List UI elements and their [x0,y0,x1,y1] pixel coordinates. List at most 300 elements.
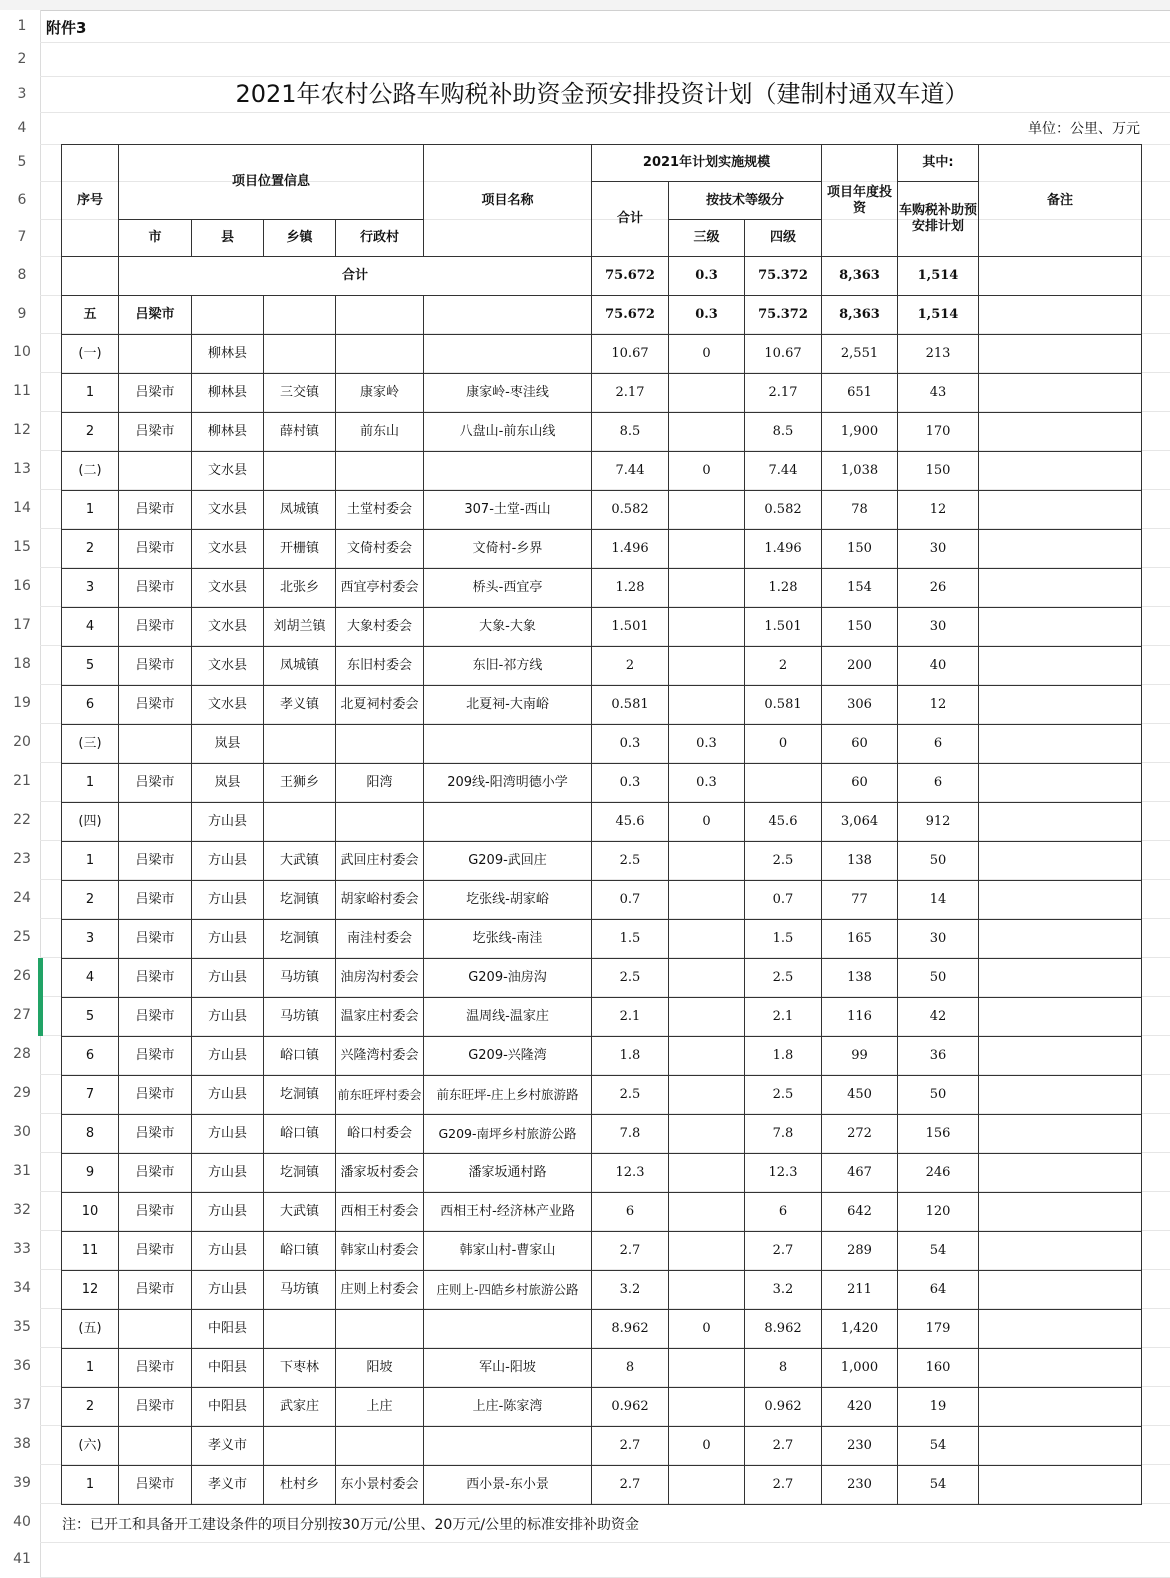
total-sum: 75.672 [592,257,669,296]
column-header-bar[interactable] [0,0,1170,11]
row-number[interactable]: 23 [13,851,31,867]
cell-city: 吕梁市 [119,920,192,959]
cell-village: 韩家山村委会 [336,1232,424,1271]
cell-total: 6 [592,1193,669,1232]
cell-subsidy: 246 [898,1154,979,1193]
cell-village: 前东旺坪村委会 [336,1076,424,1115]
cell-county: 孝义市 [192,1427,264,1466]
table-row [62,686,1142,725]
cell-county: 方山县 [192,842,264,881]
cell-g3 [669,842,745,881]
row-number[interactable]: 10 [13,344,31,360]
cell-name: 307-土堂-西山 [424,491,592,530]
table-row [62,452,1142,491]
cell-town: 武家庄 [264,1388,336,1427]
cell-subsidy: 50 [898,842,979,881]
cell-invest: 1,000 [822,1349,898,1388]
row-number[interactable]: 41 [13,1551,31,1567]
cell-town: 马坊镇 [264,998,336,1037]
cell-total: 1.8 [592,1037,669,1076]
cell-invest: 467 [822,1154,898,1193]
cell-g3: 0 [669,1427,745,1466]
row-number[interactable]: 9 [17,306,27,322]
row-number[interactable]: 35 [13,1319,31,1335]
cell-city: 吕梁市 [119,1349,192,1388]
cell-village: 胡家峪村委会 [336,881,424,920]
cell-town: 薛村镇 [264,413,336,452]
cell-total: 2.7 [592,1466,669,1505]
cell-village: 土堂村委会 [336,491,424,530]
cell-invest: 306 [822,686,898,725]
table-row [62,920,1142,959]
cell-city: 吕梁市 [119,413,192,452]
cell-village [336,1427,424,1466]
cell-invest: 272 [822,1115,898,1154]
cell-g4: 1.501 [745,608,822,647]
cell-city: 吕梁市 [119,374,192,413]
cell-subsidy: 30 [898,920,979,959]
row-number[interactable]: 16 [13,578,31,594]
cell-subsidy: 912 [898,803,979,842]
cell-g4: 75.372 [745,296,822,335]
cell-g4: 8.5 [745,413,822,452]
cell-town [264,725,336,764]
cell-seq: 1 [62,491,119,530]
cell-city: 吕梁市 [119,647,192,686]
cell-subsidy: 160 [898,1349,979,1388]
cell-invest: 154 [822,569,898,608]
table-row [62,764,1142,803]
cell-town: 三交镇 [264,374,336,413]
cell-county: 中阳县 [192,1349,264,1388]
cell-village: 温家庄村委会 [336,998,424,1037]
cell-total: 8 [592,1349,669,1388]
footnote: 注：已开工和具备开工建设条件的项目分别按30万元/公里、20万元/公里的标准安排补助资金 [62,1517,640,1533]
cell-remark [979,1388,1142,1427]
cell-total: 1.496 [592,530,669,569]
cell-city: 吕梁市 [119,1154,192,1193]
cell-seq: 5 [62,998,119,1037]
cell-invest: 150 [822,608,898,647]
cell-subsidy: 54 [898,1232,979,1271]
row-number[interactable]: 2 [17,51,27,67]
cell-g4: 45.6 [745,803,822,842]
cell-city: 吕梁市 [119,608,192,647]
row-number[interactable]: 27 [13,1007,31,1023]
cell-town: 杜村乡 [264,1466,336,1505]
cell-remark [979,1154,1142,1193]
cell-invest: 77 [822,881,898,920]
cell-remark [979,530,1142,569]
table-row [62,647,1142,686]
total-seq-cell [62,257,119,296]
cell-city: 吕梁市 [119,296,192,335]
cell-name: 北夏祠-大南峪 [424,686,592,725]
cell-village: 阳湾 [336,764,424,803]
row-number[interactable]: 20 [13,734,31,750]
cell-g4: 0.582 [745,491,822,530]
row-number[interactable]: 5 [17,154,27,170]
row-number[interactable]: 40 [13,1514,31,1530]
cell-county: 方山县 [192,1115,264,1154]
cell-remark [979,881,1142,920]
cell-town: 峪口镇 [264,1037,336,1076]
cell-name: 八盘山-前东山线 [424,413,592,452]
cell-subsidy: 213 [898,335,979,374]
cell-village [336,803,424,842]
cell-seq: (一) [62,335,119,374]
total-row [62,257,1142,296]
cell-subsidy: 156 [898,1115,979,1154]
cell-total: 1.5 [592,920,669,959]
investment-plan-table [61,144,1142,1505]
table-row [62,530,1142,569]
cell-name: 前东旺坪-庄上乡村旅游路 [424,1076,592,1115]
cell-name [424,296,592,335]
cell-invest: 651 [822,374,898,413]
cell-city: 吕梁市 [119,491,192,530]
cell-name [424,725,592,764]
cell-county: 文水县 [192,686,264,725]
unit-label: 单位：公里、万元 [1028,121,1140,137]
cell-subsidy: 50 [898,959,979,998]
row-number[interactable]: 7 [17,229,27,245]
cell-total: 0.3 [592,725,669,764]
cell-total: 10.67 [592,335,669,374]
cell-subsidy: 30 [898,608,979,647]
table-row [62,1193,1142,1232]
cell-remark [979,1115,1142,1154]
cell-seq: 2 [62,413,119,452]
cell-invest: 60 [822,764,898,803]
cell-total: 2.5 [592,842,669,881]
cell-remark [979,608,1142,647]
cell-city: 吕梁市 [119,1115,192,1154]
cell-subsidy: 1,514 [898,296,979,335]
cell-subsidy: 42 [898,998,979,1037]
total-remark [979,257,1142,296]
cell-town: 圪洞镇 [264,920,336,959]
gridline [40,1542,1170,1543]
cell-county [192,296,264,335]
cell-name: 西小景-东小景 [424,1466,592,1505]
cell-county: 方山县 [192,1232,264,1271]
row-number[interactable]: 31 [13,1163,31,1179]
table-row [62,725,1142,764]
table-row [62,569,1142,608]
cell-village: 上庄 [336,1388,424,1427]
row-number[interactable]: 36 [13,1358,31,1374]
table-row [62,1037,1142,1076]
row-number[interactable]: 38 [13,1436,31,1452]
cell-county: 方山县 [192,1037,264,1076]
cell-g3 [669,1349,745,1388]
cell-village: 前东山 [336,413,424,452]
cell-city [119,725,192,764]
cell-subsidy: 40 [898,647,979,686]
cell-village: 潘家坂村委会 [336,1154,424,1193]
gridline [40,42,1170,43]
table-row [62,998,1142,1037]
cell-subsidy: 14 [898,881,979,920]
attachment-label: 附件3 [46,19,87,37]
row-number[interactable]: 33 [13,1241,31,1257]
cell-county: 方山县 [192,998,264,1037]
header-remarks: 备注 [979,145,1142,257]
row-number[interactable]: 13 [13,461,31,477]
cell-remark [979,1466,1142,1505]
page-title: 2021年农村公路车购税补助资金预安排投资计划（建制村通双车道） [235,80,969,108]
cell-town: 大武镇 [264,1193,336,1232]
cell-remark [979,959,1142,998]
row-number[interactable]: 37 [13,1397,31,1413]
cell-name: 温周线-温家庄 [424,998,592,1037]
cell-subsidy: 19 [898,1388,979,1427]
cell-county: 柳林县 [192,413,264,452]
cell-g3 [669,413,745,452]
cell-g4: 1.8 [745,1037,822,1076]
cell-remark [979,1232,1142,1271]
row-number[interactable]: 25 [13,929,31,945]
cell-county: 文水县 [192,647,264,686]
cell-village: 油房沟村委会 [336,959,424,998]
cell-county: 方山县 [192,881,264,920]
gridline [40,112,1170,113]
cell-village: 兴隆湾村委会 [336,1037,424,1076]
row-number[interactable]: 28 [13,1046,31,1062]
cell-town [264,1427,336,1466]
cell-town [264,803,336,842]
cell-invest: 138 [822,959,898,998]
total-investment: 8,363 [822,257,898,296]
cell-village [336,335,424,374]
row-number[interactable]: 14 [13,500,31,516]
row-number[interactable]: 17 [13,617,31,633]
cell-village [336,725,424,764]
cell-g3 [669,1193,745,1232]
row-number[interactable]: 6 [17,192,27,208]
cell-town: 孝义镇 [264,686,336,725]
row-number[interactable]: 26 [13,968,31,984]
table-row [62,1349,1142,1388]
table-row [62,491,1142,530]
row-number[interactable]: 8 [17,267,27,283]
cell-subsidy: 12 [898,491,979,530]
cell-g3: 0.3 [669,296,745,335]
cell-total: 7.8 [592,1115,669,1154]
total-grade4: 75.372 [745,257,822,296]
cell-remark [979,998,1142,1037]
cell-name: 西相王村-经济林产业路 [424,1193,592,1232]
cell-remark [979,647,1142,686]
table-row [62,1115,1142,1154]
cell-seq: 2 [62,881,119,920]
row-number[interactable]: 11 [13,383,31,399]
cell-total: 2.7 [592,1232,669,1271]
cell-county: 柳林县 [192,335,264,374]
cell-total: 0.962 [592,1388,669,1427]
cell-subsidy: 64 [898,1271,979,1310]
table-row [62,881,1142,920]
cell-city: 吕梁市 [119,998,192,1037]
cell-total: 1.501 [592,608,669,647]
cell-remark [979,842,1142,881]
cell-county: 柳林县 [192,374,264,413]
cell-g4 [745,764,822,803]
cell-g3 [669,491,745,530]
cell-village: 文倚村委会 [336,530,424,569]
cell-g4: 2.7 [745,1232,822,1271]
cell-town: 凤城镇 [264,491,336,530]
cell-remark [979,725,1142,764]
cell-village [336,296,424,335]
table-row [62,1232,1142,1271]
cell-city: 吕梁市 [119,1076,192,1115]
cell-g4: 0.7 [745,881,822,920]
cell-seq: 1 [62,842,119,881]
cell-county: 方山县 [192,920,264,959]
cell-village [336,1310,424,1349]
row-number[interactable]: 34 [13,1280,31,1296]
cell-g3: 0.3 [669,725,745,764]
cell-total: 0.582 [592,491,669,530]
row-number[interactable]: 30 [13,1124,31,1140]
cell-name: 潘家坂通村路 [424,1154,592,1193]
cell-town: 王狮乡 [264,764,336,803]
cell-county: 文水县 [192,569,264,608]
table-row [62,1466,1142,1505]
cell-name [424,803,592,842]
cell-town [264,452,336,491]
cell-invest: 3,064 [822,803,898,842]
cell-town: 马坊镇 [264,1271,336,1310]
row-number[interactable]: 12 [13,422,31,438]
cell-remark [979,413,1142,452]
cell-g4: 2.7 [745,1466,822,1505]
cell-invest: 1,038 [822,452,898,491]
cell-town [264,1310,336,1349]
cell-county: 岚县 [192,725,264,764]
header-total: 合计 [592,182,669,257]
cell-remark [979,569,1142,608]
cell-g4: 12.3 [745,1154,822,1193]
header-grade4: 四级 [745,220,822,257]
table-row [62,335,1142,374]
cell-town: 圪洞镇 [264,1076,336,1115]
cell-village: 武回庄村委会 [336,842,424,881]
cell-county: 方山县 [192,1193,264,1232]
cell-village: 峪口村委会 [336,1115,424,1154]
cell-g3 [669,647,745,686]
cell-village [336,452,424,491]
cell-village: 庄则上村委会 [336,1271,424,1310]
cell-g3 [669,1037,745,1076]
cell-city [119,803,192,842]
cell-g4: 2.5 [745,1076,822,1115]
row-number[interactable]: 21 [13,773,31,789]
cell-invest: 138 [822,842,898,881]
cell-seq: 6 [62,1037,119,1076]
cell-total: 45.6 [592,803,669,842]
row-number[interactable]: 4 [17,120,27,136]
row-number[interactable]: 24 [13,890,31,906]
cell-name [424,1427,592,1466]
cell-name: 东旧-祁方线 [424,647,592,686]
cell-invest: 78 [822,491,898,530]
cell-g3 [669,959,745,998]
cell-g4: 2.7 [745,1427,822,1466]
cell-city: 吕梁市 [119,686,192,725]
cell-village: 南洼村委会 [336,920,424,959]
row-number[interactable]: 22 [13,812,31,828]
cell-total: 2.5 [592,959,669,998]
table-row [62,1076,1142,1115]
cell-town: 北张乡 [264,569,336,608]
cell-seq: 8 [62,1115,119,1154]
cell-g3 [669,920,745,959]
cell-g3: 0 [669,1310,745,1349]
header-of-which: 其中: [898,145,979,182]
cell-subsidy: 36 [898,1037,979,1076]
row-number[interactable]: 32 [13,1202,31,1218]
cell-county: 文水县 [192,452,264,491]
cell-town: 下枣林 [264,1349,336,1388]
table-row [62,1154,1142,1193]
cell-remark [979,296,1142,335]
row-number[interactable]: 18 [13,656,31,672]
cell-city: 吕梁市 [119,842,192,881]
cell-city: 吕梁市 [119,881,192,920]
header-county: 县 [192,220,264,257]
cell-remark [979,452,1142,491]
cell-subsidy: 50 [898,1076,979,1115]
cell-subsidy: 12 [898,686,979,725]
row-number[interactable]: 39 [13,1475,31,1491]
cell-seq: 1 [62,764,119,803]
cell-seq: 五 [62,296,119,335]
cell-total: 2.7 [592,1427,669,1466]
row-number[interactable]: 3 [17,86,27,102]
cell-name: 209线-阳湾明德小学 [424,764,592,803]
header-location: 项目位置信息 [119,145,424,220]
cell-g3 [669,1115,745,1154]
row-number[interactable]: 29 [13,1085,31,1101]
cell-seq: 3 [62,920,119,959]
cell-name: 圪张线-南洼 [424,920,592,959]
row-number[interactable]: 19 [13,695,31,711]
cell-g3 [669,1076,745,1115]
cell-invest: 1,420 [822,1310,898,1349]
cell-g4: 7.44 [745,452,822,491]
cell-subsidy: 54 [898,1466,979,1505]
table-row [62,608,1142,647]
cell-g4: 1.28 [745,569,822,608]
cell-city: 吕梁市 [119,1466,192,1505]
cell-subsidy: 26 [898,569,979,608]
cell-name: 康家岭-枣洼线 [424,374,592,413]
row-number[interactable]: 15 [13,539,31,555]
cell-subsidy: 6 [898,725,979,764]
cell-county: 方山县 [192,1271,264,1310]
row-number[interactable]: 1 [17,18,27,34]
cell-g4: 0.581 [745,686,822,725]
cell-seq: 6 [62,686,119,725]
total-label: 合计 [119,257,592,296]
cell-town: 凤城镇 [264,647,336,686]
cell-village: 阳坡 [336,1349,424,1388]
cell-village: 康家岭 [336,374,424,413]
cell-city: 吕梁市 [119,764,192,803]
